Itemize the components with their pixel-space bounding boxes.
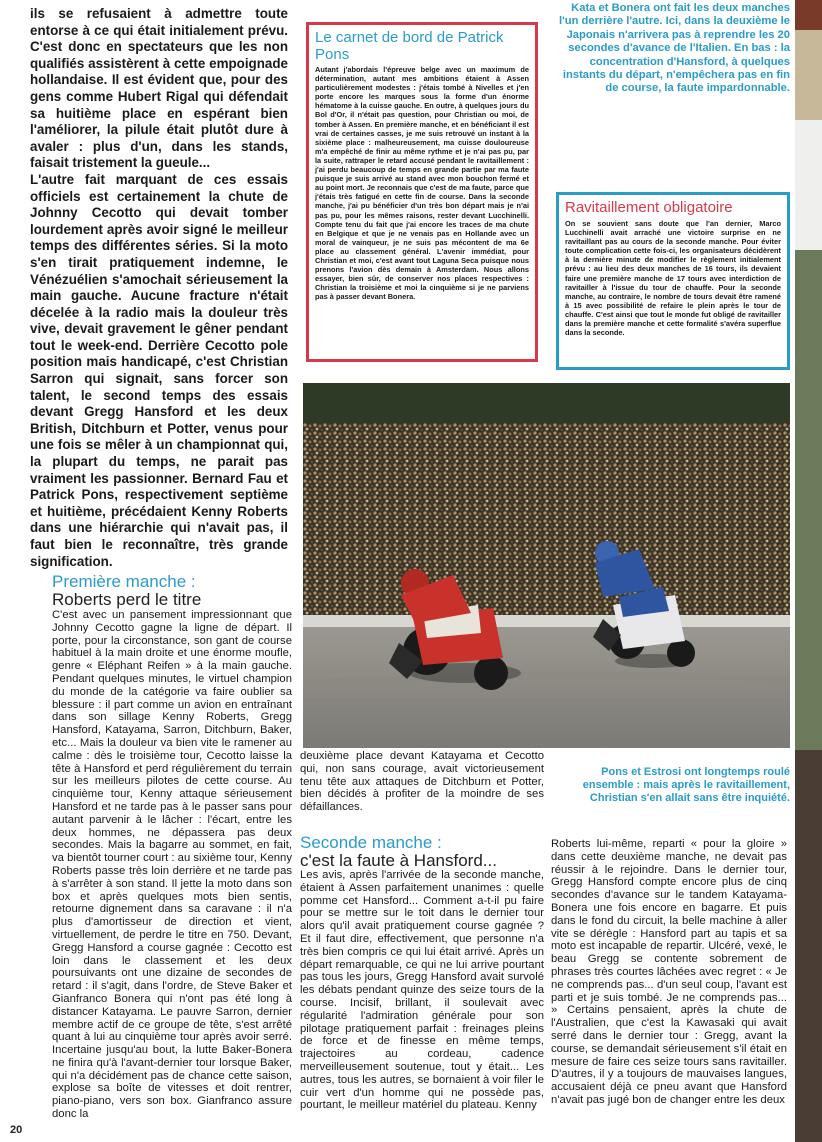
photo-caption-bottom: Pons et Estrosi ont longtemps roulé ensemble : mais après le ravitaillement, Christian s'en allait sans être inquiété. xyxy=(582,766,790,804)
box-ravitaillement-title: Ravitaillement obligatoire xyxy=(565,199,733,216)
sidebar-box-ravitaillement xyxy=(556,192,790,370)
photo-caption-top: Kata et Bonera ont fait les deux manches l'un derrière l'autre. Ici, dans la deuxième le Japonais n'arrivera pas à reprendre les 20 secondes d'avance de l'Italien. En bas : la concentration d'Hansford, à quelques instants du départ, n'empêchera pas en fin de course, la faute impardonnable. xyxy=(558,2,790,95)
seconde-manche-continued: Roberts lui-même, reparti « pour la gloire » dans cette deuxième manche, ne devait pas réussir à le rejoindre. Dans le dernier tour, Gregg Hansford compte encore plus de cinq secondes d'avance sur le tandem Katayama-Bonera une fois encore en bagarre. Et puis dans le fond du circuit, la belle machine à aller vite se dérègle : Hansford part au tapis et sa moto est incapable de repartir. Ulcéré, vexé, le beau Gregg se contente sobrement de phrases très courtes lâchées avec regret : « Je ne comprends pas... d'un seul coup, l'avant est parti et je suis tombé. Je ne comprends pas... » Certains pensaient, après la chute de l'Australien, que c'est la Kawasaki qui avait serré dans le dernier tour : Gregg, avant la course, se demandait sérieusement s'il était en mesure de faire ces seize tours sans ravitailler. D'autres, il y a toujours de mauvaises langues, accusaient déjà ce pneu avant que Hansford n'avait pas jugé bon de changer entre les deux xyxy=(551,838,787,1106)
seconde-manche-subheading: c'est la faute à Hansford... xyxy=(300,851,497,870)
box-ravitaillement-body: On se souvient sans doute que l'an dernier, Marco Lucchinelli avait arraché une victoire surprise en ne ravitaillant pas au cours de la seconde manche. Pour éviter toute complication cette fois-ci, les organisateurs décidèrent à la dernière minute de modifier le règlement initialement prévu : au lieu des deux manches de 16 tours, ils devaient faire une première manche de 17 tours avec interdiction de ravitailler à l'issue du tour de chauffe. Pour la seconde manche, au contraire, le nombre de tours devait être ramené à 15 avec possibilité de refaire le plein après le tour de chauffe. C'est ainsi que tout le monde fut obligé de ravitailler dans la première manche et cette formalité s'avéra superflue dans la seconde. xyxy=(565,219,781,338)
intro-text xyxy=(30,6,288,570)
box-pons-body: Autant j'abordais l'épreuve belge avec un maximum de détermination, autant mes ambitions étaient à Assen particulièrement modestes : j'étais tombé à Nivelles et j'en porte encore les marques sous la forme d'un énorme hématome à la cuisse gauche. En outre, à quelques jours du Bol d'Or, il n'était pas question, pour Christian ou moi, de tomber à Assen. En première manche, et en bénéficiant il est vrai de certaines casses, je me suis retrouvé un instant à la sixième place : malheureusement, ma cuisse douloureuse m'a empêché de finir au même rythme et je n'ai pas pu, par la suite, rattraper le retard accusé pendant le ravitaillement : j'ai perdu beaucoup de temps en grande partie par ma faute puisque je suis arrivé au stand avec mon bouchon fermé et au point mort. Je reconnais que c'est de ma faute, parce que j'étais très fatigué en cette fin de course. Dans la seconde manche, j'ai pu bénéficier d'un très bon départ mais je n'ai pas pu, pour les mêmes raisons, rester devant Lucchinelli. Compte tenu du fait que j'ai encore les traces de ma chute en Belgique et que je ne venais pas en Hollande avec un moral de vainqueur, je ne suis pas mécontent de ma 6e place au classement général. L'avenir immédiat, pour Christian et moi, c'est avant tout Laguna Seca puisque nous prenons l'avion dès demain à Amsterdam. Nous allons essayer, bien sûr, de conserver nos places respectives : Christian la troisième et moi la cinquième si je ne parviens pas à passer devant Bonera. xyxy=(315,65,529,302)
premiere-manche-continued: deuxième place devant Katayama et Cecotto qui, non sans courage, avait victorieusement tenu tête aux attaques de Ditchburn et Potter, bien décidés à profiter de la moindre de ses défaillances. xyxy=(300,750,544,814)
race-photo xyxy=(303,383,790,748)
sidebar-box-pons xyxy=(306,22,538,362)
premiere-manche-heading: Première manche : xyxy=(52,572,196,591)
seconde-manche-heading: Seconde manche : xyxy=(300,833,442,852)
page-number: 20 xyxy=(10,1124,23,1136)
adjacent-page-edge xyxy=(795,0,822,1142)
premiere-manche-subheading: Roberts perd le titre xyxy=(52,590,202,609)
seconde-manche-body: Les avis, après l'arrivée de la seconde manche, étaient à Assen parfaitement unanimes : quelle pomme cet Hansford... Comment a-t-il pu faire pour se mettre sur le toit dans le dernier tour alors qu'il avait pratiquement course gagnée ? Et il faut dire, effectivement, que personne n'a très bien compris ce qui lui était arrivé. Après un départ remarquable, ce qui ne lui arrive pourtant pas tous les jours, Gregg Hansford avait survolé les débats pendant quinze des seize tours de la course. Incisif, brillant, il soulevait avec régularité l'admiration générale pour son pilotage pratiquement parfait : freinages pleins de force et de finesse en même temps, trajectoires au cordeau, cadence merveilleusement soutenue, tout y était... Les autres, tous les autres, se bornaient à voir filer le cuir vert d'un homme qui ne possède pas, pourtant, le meilleur matériel du plateau. Kenny xyxy=(300,869,544,1112)
box-pons-title: Le carnet de bord de Patrick Pons xyxy=(315,29,504,63)
premiere-manche-body: C'est avec un pansement impressionnant que Johnny Cecotto gagne la ligne de départ. Il porte, pour la circonstance, son gant de course habituel à la main droite et une énorme moufle, genre « Eléphant Reifen » à la main gauche. Pendant quelques minutes, le virtuel champion du monde de la catégorie va faire oublier sa blessure : il part comme un avion en entraînant dans son sillage Kenny Roberts, Gregg Hansford, Katayama, Sarron, Ditchburn, Baker, etc... Mais la douleur va bien vite le ramener au calme : dès le troisième tour, Cecotto laisse la tête à Hansford et perd régulièrement du terrain sur les meilleurs pilotes de cette course. Au cinquième tour, Kenny attaque sérieusement Hansford et ne tarde pas à le passer sans pour autant parvenir à le lâcher : l'écart, entre les deux hommes, ne dépassera pas deux secondes. Mais la bagarre au sommet, en fait, va bientôt tourner court : au sixième tour, Kenny Roberts passe très loin derrière et ne tarde pas à s'arrêter à son stand. Il jette la moto dans son box et après quelques mots bien sentis, retourne dignement dans sa caravane : il n'a plus d'amortisseur de direction et vient, virtuellement, de perdre le titre en 750. Devant, Gregg Hansford a course gagnée : Cecotto est loin dans le classement et les deux poursuivants ont une dizaine de secondes de retard : il s'agit, dans l'ordre, de Steve Baker et Gianfranco Bonera qui n'ont pas été long à distancer Katayama. Le pauvre Sarron, dernier membre actif de ce groupe de tête, s'est arrêté quant à lui au cinquième tour après avoir serré. Incertaine jusqu'au bout, la lutte Baker-Bonera ne finira qu'à l'avant-dernier tour lorsque Baker, qui n'a décidément pas de chance cette saison, explose sa boîte de vitesses et doit rentrer, piano-piano, vers son box. Gianfranco assure donc la xyxy=(52,609,292,1121)
intro-paragraph-1: ils se refusaient à admettre toute entorse à ce qui était initialement prévu. C'est donc en spectateurs que les non qualifiés assistèrent à cette empoignade hollandaise. Il est évident que, pour des gens comme Hubert Rigal qui défendait sa huitième place en espérant bien l'améliorer, la pilule était plutôt dure à avaler : plus d'un, dans les stands, faisait tristement la gueule... xyxy=(30,6,288,171)
intro-paragraph-2: L'autre fait marquant de ces essais officiels est certainement la chute de Johnny Cecotto qui devait tomber lourdement après avoir signé le meilleur temps des différentes séries. Si la moto s'en tirait pratiquement indemne, le Vénézuélien s'amochait sérieusement la main gauche. Aucune fracture n'était décelée à la radio mais la douleur très vive, devait gravement le gêner pendant tout le week-end. Derrière Cecotto pole position mais handicapé, c'est Christian Sarron qui signait, sans forcer son talent, le second temps des essais devant Gregg Hansford et les deux British, Ditchburn et Potter, venus pour une fois se mêler à un championnat qui, la plupart du temps, ne parait pas vraiment les passionner. Bernard Fau et Patrick Pons, respectivement septième et huitième, précédaient Kenny Roberts dans une hiérarchie qui n'avait pas, il faut bien le reconnaître, très grande signification. xyxy=(30,171,288,569)
